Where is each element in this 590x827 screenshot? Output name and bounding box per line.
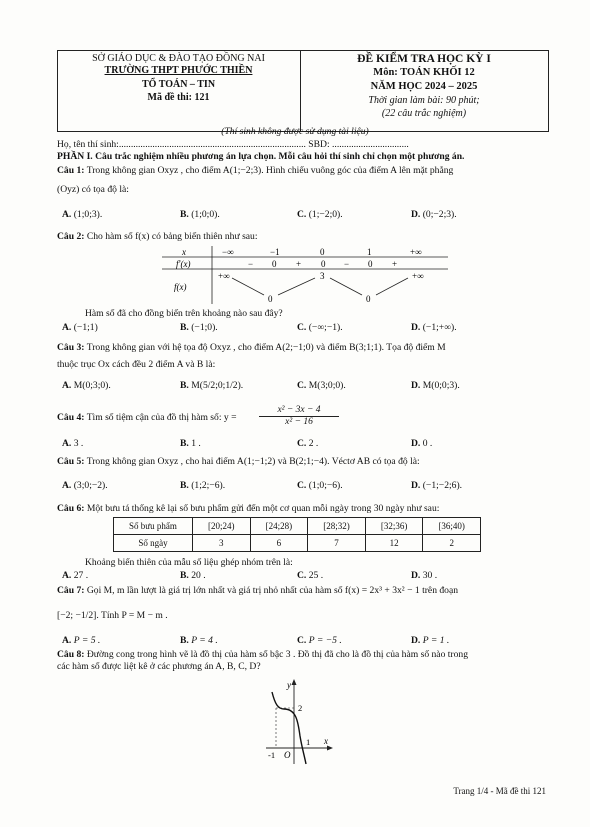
table-cell: [32;36) bbox=[365, 518, 423, 535]
q4-opt-b-letter: B. bbox=[180, 438, 189, 449]
vt-f-2: 0 bbox=[268, 294, 273, 304]
q2-question: Hàm số đã cho đồng biến trên khoảng nào sau đây? bbox=[85, 308, 283, 319]
q6-opt-b-letter: B. bbox=[180, 570, 189, 581]
part-1-heading: PHẦN I. Câu trắc nghiệm nhiều phương án lựa chọn. Mỗi câu hỏi thí sinh chỉ chọn một phương án. bbox=[57, 151, 465, 162]
time-limit: Thời gian làm bài: 90 phút; bbox=[368, 95, 480, 106]
vt-fp-3: + bbox=[296, 259, 302, 269]
vt-arrow-2 bbox=[278, 278, 315, 295]
q3-opt-c: M(3;0;0). bbox=[308, 380, 346, 391]
vt-arrow-4 bbox=[376, 278, 408, 295]
x-axis-arrow bbox=[327, 746, 333, 751]
q6-text: Một bưu tá thống kê lại số bưu phẩm gửi đến một cơ quan mỗi ngày trong 30 ngày như sau: bbox=[86, 503, 440, 514]
q2-text: Cho hàm số f(x) có bảng biến thiên như sau: bbox=[86, 231, 258, 242]
q3-number: Câu 3: bbox=[57, 342, 85, 353]
q7-opt-b: P = 4 . bbox=[191, 635, 218, 646]
q2-number: Câu 2: bbox=[57, 231, 85, 242]
q6-opt-d-letter: D. bbox=[411, 570, 421, 581]
q1-opt-a-letter: A. bbox=[62, 209, 72, 220]
vt-fp-6: 0 bbox=[368, 259, 373, 269]
student-line: Họ, tên thí sinh:.............................................................................. SBD: ................................ bbox=[57, 139, 409, 150]
q4-opt-c: 2 . bbox=[308, 438, 319, 449]
graph-label-1: 1 bbox=[306, 737, 311, 747]
q5-opt-d: (−1;−2;6). bbox=[422, 480, 463, 491]
q7-opt-d-letter: D. bbox=[411, 635, 421, 646]
q7-opt-c-letter: C. bbox=[297, 635, 307, 646]
q5-opt-d-letter: D. bbox=[411, 480, 421, 491]
q4-numerator: x² − 3x − 4 bbox=[259, 405, 339, 417]
vt-fp-1: − bbox=[248, 259, 254, 269]
q2-opt-c-letter: C. bbox=[297, 322, 307, 333]
vt-x-2: −1 bbox=[270, 247, 280, 257]
vt-f-3: 3 bbox=[320, 271, 325, 281]
q4-opt-a: 3 . bbox=[73, 438, 84, 449]
q5-opt-a-letter: A. bbox=[62, 480, 72, 491]
school-year: NĂM HỌC 2024 – 2025 bbox=[370, 81, 478, 92]
q7-opt-b-letter: B. bbox=[180, 635, 189, 646]
subject: Môn: TOÁN KHỐI 12 bbox=[373, 67, 475, 78]
q6-opt-c: 25 . bbox=[308, 570, 324, 581]
q4-fraction bbox=[259, 405, 339, 428]
q5-number: Câu 5: bbox=[57, 456, 85, 467]
q7-number: Câu 7: bbox=[57, 585, 85, 596]
dept-name: SỞ GIÁO DỤC & ĐÀO TẠO ĐỒNG NAI bbox=[92, 53, 265, 64]
table-cell: [24;28) bbox=[250, 518, 308, 535]
q5-opt-a: (3;0;−2). bbox=[73, 480, 108, 491]
note: (Thí sinh không được sử dụng tài liệu) bbox=[221, 126, 369, 137]
q1-opt-a: (1;0;3). bbox=[73, 209, 103, 220]
q5-opt-c-letter: C. bbox=[297, 480, 307, 491]
graph-x-label: x bbox=[324, 736, 328, 746]
vt-arrow-1 bbox=[232, 278, 264, 295]
q3-text: Trong không gian với hệ tọa độ Oxyz , cho điểm A(2;−1;0) và điểm B(3;1;1). Tọa độ điểm M bbox=[86, 342, 446, 353]
table-cell: 7 bbox=[308, 535, 366, 552]
variation-table bbox=[160, 244, 450, 306]
exam-title: ĐỀ KIỂM TRA HỌC KỲ I bbox=[357, 53, 491, 65]
q6-opt-b: 20 . bbox=[191, 570, 206, 581]
vt-fp-7: + bbox=[392, 259, 398, 269]
q3-opt-a: M(0;3;0). bbox=[73, 380, 111, 391]
table-row bbox=[114, 518, 481, 535]
q5-opt-b: (1;2;−6). bbox=[191, 480, 226, 491]
q3-opt-a-letter: A. bbox=[62, 380, 72, 391]
q1-opt-d-letter: D. bbox=[411, 209, 421, 220]
q6-opt-d: 30 . bbox=[422, 570, 438, 581]
graph-origin: O bbox=[284, 750, 291, 760]
q2-opt-d: (−1;+∞). bbox=[422, 322, 457, 333]
vt-x-label: x bbox=[182, 247, 186, 257]
graph-y-label: y bbox=[287, 680, 291, 690]
vt-f-4: 0 bbox=[366, 294, 371, 304]
vt-arrow-3 bbox=[330, 278, 362, 295]
vt-fp-4: 0 bbox=[321, 259, 326, 269]
q2-opt-c: (−∞;−1). bbox=[308, 322, 343, 333]
school-name: TRƯỜNG THPT PHƯỚC THIỀN bbox=[104, 65, 253, 76]
q4-denominator: x² − 16 bbox=[285, 417, 313, 427]
q2-opt-a-letter: A. bbox=[62, 322, 72, 333]
q4-opt-a-letter: A. bbox=[62, 438, 72, 449]
table-cell: [20;24) bbox=[193, 518, 251, 535]
q7-opt-d: P = 1 . bbox=[422, 635, 450, 646]
q3-opt-d-letter: D. bbox=[411, 380, 421, 391]
question-count: (22 câu trắc nghiệm) bbox=[381, 108, 467, 119]
q1-text: Trong không gian Oxyz , cho điểm A(1;−2;3). Hình chiếu vuông góc của điểm A lên mặt phẳng bbox=[86, 165, 454, 176]
q3-opt-c-letter: C. bbox=[297, 380, 307, 391]
table-cell: 3 bbox=[193, 535, 251, 552]
q6-question: Khoảng biến thiên của mẫu số liệu ghép nhóm trên là: bbox=[85, 557, 293, 568]
q1-opt-b-letter: B. bbox=[180, 209, 189, 220]
q7-text: Gọi M, m lần lượt là giá trị lớn nhất và giá trị nhỏ nhất của hàm số f(x) = 2x³ + 3x² − 1 trên đoạn bbox=[86, 585, 459, 596]
q2-opt-b-letter: B. bbox=[180, 322, 189, 333]
vt-f-5: +∞ bbox=[412, 271, 424, 281]
table-cell: 2 bbox=[423, 535, 481, 552]
q1-opt-b: (1;0;0). bbox=[191, 209, 220, 220]
q3-opt-b-letter: B. bbox=[180, 380, 189, 391]
table-cell: 6 bbox=[250, 535, 308, 552]
q6-row2-label: Số ngày bbox=[114, 535, 193, 552]
q1-opt-c-letter: C. bbox=[297, 209, 307, 220]
y-axis-arrow bbox=[292, 679, 297, 685]
q6-opt-c-letter: C. bbox=[297, 570, 307, 581]
q6-number: Câu 6: bbox=[57, 503, 85, 514]
graph-label-neg1: -1 bbox=[268, 750, 276, 760]
vt-fp-2: 0 bbox=[272, 259, 277, 269]
q6-opt-a-letter: A. bbox=[62, 570, 72, 581]
vt-f-1: +∞ bbox=[218, 271, 230, 281]
q6-row1-label: Số bưu phẩm bbox=[114, 518, 193, 535]
q5-text: Trong không gian Oxyz , cho hai điểm A(1;−1;2) và B(2;1;−4). Véctơ AB có tọa độ là: bbox=[86, 456, 420, 467]
q7-text2: [−2; −1/2]. Tính P = M − m . bbox=[57, 610, 168, 621]
page-footer: Trang 1/4 - Mã đề thi 121 bbox=[453, 786, 546, 796]
q5-opt-b-letter: B. bbox=[180, 480, 189, 491]
vt-f-label: f(x) bbox=[174, 282, 187, 292]
vt-x-1: −∞ bbox=[222, 247, 234, 257]
table-row bbox=[114, 535, 481, 552]
q8-text2: các hàm số được liệt kê ở các phương án A, B, C, D? bbox=[57, 661, 261, 672]
q1-opt-c: (1;−2;0). bbox=[308, 209, 343, 220]
q5-opt-c: (1;0;−6). bbox=[308, 480, 343, 491]
graph-label-2: 2 bbox=[298, 703, 303, 713]
table-cell: [36;40) bbox=[423, 518, 481, 535]
vt-x-5: +∞ bbox=[410, 247, 422, 257]
q4-number: Câu 4: bbox=[57, 412, 85, 423]
q1-number: Câu 1: bbox=[57, 165, 85, 176]
q1-opt-d: (0;−2;3). bbox=[422, 209, 457, 220]
vt-fp-label: f′(x) bbox=[176, 259, 191, 269]
table-cell: [28;32) bbox=[308, 518, 366, 535]
group-name: TỔ TOÁN – TIN bbox=[141, 79, 216, 90]
vt-x-3: 0 bbox=[320, 247, 325, 257]
q4-text: Tìm số tiệm cận của đồ thị hàm số: y = bbox=[86, 412, 237, 423]
q6-data-table bbox=[113, 517, 481, 552]
vt-fp-5: − bbox=[344, 259, 350, 269]
exam-code: Mã đề thi: 121 bbox=[147, 92, 210, 103]
vt-x-4: 1 bbox=[367, 247, 372, 257]
q8-text: Đường cong trong hình vẽ là đồ thị của hàm số bậc 3 . Đồ thị đã cho là đồ thị của hàm số nào trong bbox=[86, 649, 469, 660]
q8-number: Câu 8: bbox=[57, 649, 85, 660]
q7-opt-a-letter: A. bbox=[62, 635, 72, 646]
q1-text2: (Oyz) có tọa độ là: bbox=[57, 184, 129, 195]
q4-opt-d-letter: D. bbox=[411, 438, 421, 449]
q8-graph bbox=[262, 676, 334, 766]
q3-text2: thuộc trục Ox cách đều 2 điểm A và B là: bbox=[57, 359, 216, 370]
q3-opt-b: M(5/2;0;1/2). bbox=[191, 380, 244, 391]
table-cell: 12 bbox=[365, 535, 423, 552]
q3-opt-d: M(0;0;3). bbox=[422, 380, 460, 391]
q7-opt-c: P = −5 . bbox=[308, 635, 342, 646]
q2-opt-d-letter: D. bbox=[411, 322, 421, 333]
q7-opt-a: P = 5 . bbox=[73, 635, 101, 646]
q4-opt-c-letter: C. bbox=[297, 438, 307, 449]
q2-opt-a: (−1;1) bbox=[73, 322, 98, 333]
q4-opt-d: 0 . bbox=[422, 438, 433, 449]
q4-opt-b: 1 . bbox=[191, 438, 201, 449]
q6-opt-a: 27 . bbox=[73, 570, 89, 581]
q2-opt-b: (−1;0). bbox=[191, 322, 218, 333]
